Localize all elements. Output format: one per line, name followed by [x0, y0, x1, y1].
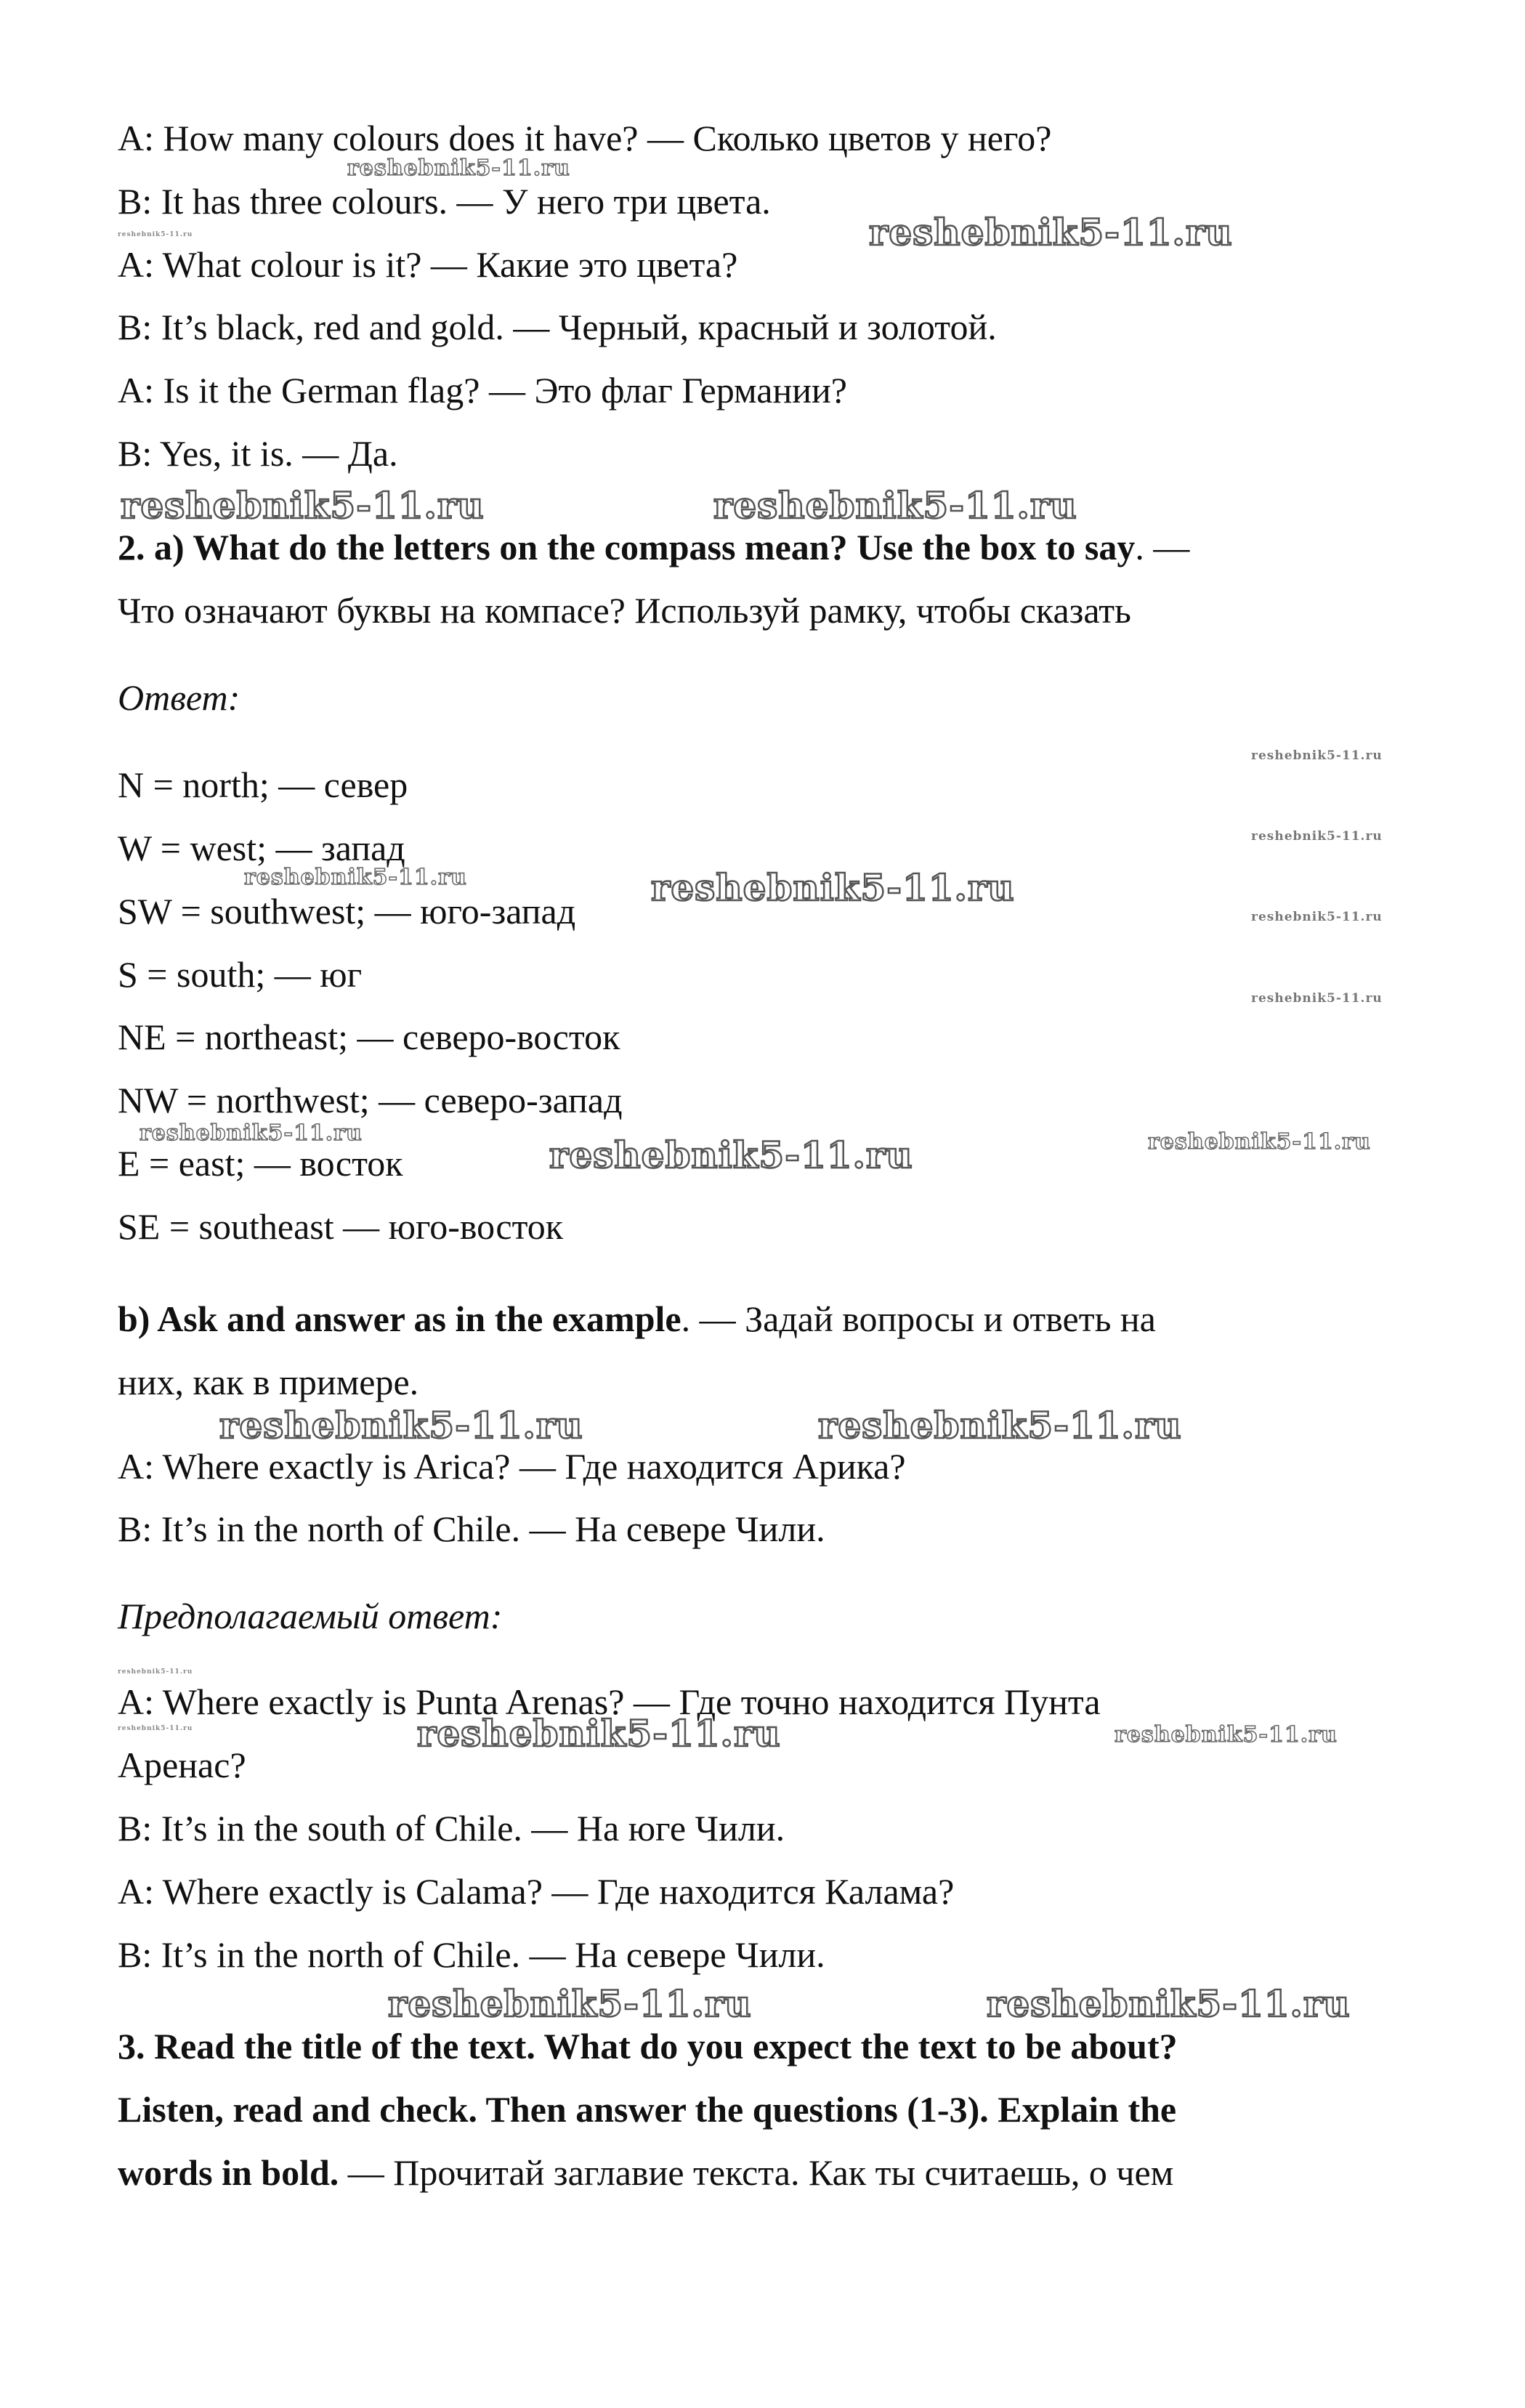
task-2a-heading-bold: 2. a) What do the letters on the compass mean? Use the box to say [118, 527, 1136, 567]
answer-line: A: Where exactly is Calama? — Где находится Калама? [118, 1871, 955, 1912]
watermark: reshebnik5-11.ru [987, 1982, 1351, 2025]
compass-item: SW = southwest; — юго-запад [118, 891, 576, 932]
task-2b-heading-line2: них, как в примере. [118, 1362, 419, 1402]
compass-item: W = west; — запад [118, 828, 405, 868]
task-2a-translation: Что означают буквы на компасе? Используй рамку, чтобы сказать [118, 590, 1131, 631]
dialogue-line: A: Is it the German flag? — Это флаг Германии? [118, 370, 847, 411]
answer-line: B: It’s in the south of Chile. — На юге Чили. [118, 1808, 785, 1849]
compass-item: E = east; — восток [118, 1143, 403, 1184]
watermark: reshebnik5-11.ru [118, 1668, 193, 1676]
watermark: reshebnik5-11.ru [121, 484, 485, 527]
watermark: reshebnik5-11.ru [347, 155, 570, 181]
answer-line: B: It’s in the north of Chile. — На севере Чили. [118, 1934, 825, 1975]
dialogue-line: A: How many colours does it have? — Сколько цветов у него? [118, 118, 1052, 158]
task-2a-heading [118, 525, 1189, 569]
task-2b-heading [118, 1297, 1156, 1341]
compass-item: S = south; — юг [118, 954, 363, 995]
dialogue-line: B: It has three colours. — У него три цвета. [118, 181, 771, 222]
watermark: reshebnik5-11.ru [417, 1712, 781, 1755]
answer-line: Аренас? [118, 1745, 246, 1785]
watermark: reshebnik5-11.ru [118, 1725, 193, 1732]
task-3-bold: words in bold. [118, 2152, 339, 2193]
watermark: reshebnik5-11.ru [388, 1982, 752, 2025]
task-2a-heading-rest: . — [1135, 527, 1190, 567]
compass-item: SE = southeast — юго-восток [118, 1206, 564, 1247]
watermark: reshebnik5-11.ru [713, 484, 1077, 527]
watermark: reshebnik5-11.ru [219, 1404, 583, 1447]
example-line: A: Where exactly is Arica? — Где находится Арика? [118, 1446, 906, 1487]
answer-label: Предполагаемый ответ: [118, 1596, 503, 1636]
compass-item: NE = northeast; — северо-восток [118, 1017, 620, 1057]
watermark: reshebnik5-11.ru [651, 866, 1015, 909]
watermark: reshebnik5-11.ru [1251, 748, 1383, 763]
watermark: reshebnik5-11.ru [549, 1134, 913, 1176]
dialogue-line: A: What colour is it? — Какие это цвета? [118, 244, 738, 285]
compass-item: NW = northwest; — северо-запад [118, 1080, 623, 1120]
task-2b-heading-rest: . — Задай вопросы и ответь на [681, 1298, 1156, 1339]
watermark: reshebnik5-11.ru [1148, 1129, 1371, 1155]
answer-line: A: Where exactly is Punta Arenas? — Где точно находится Пунта [118, 1681, 1101, 1722]
watermark: reshebnik5-11.ru [1251, 829, 1383, 844]
task-2b-heading-bold: b) Ask and answer as in the example [118, 1298, 681, 1339]
watermark: reshebnik5-11.ru [1251, 910, 1383, 924]
task-3-line: 3. Read the title of the text. What do you expect the text to be about? [118, 2026, 1178, 2066]
watermark: reshebnik5-11.ru [818, 1404, 1182, 1447]
dialogue-line: B: Yes, it is. — Да. [118, 433, 398, 474]
compass-item: N = north; — север [118, 764, 408, 805]
watermark: reshebnik5-11.ru [139, 1120, 363, 1146]
watermark: reshebnik5-11.ru [118, 231, 193, 238]
dialogue-line: B: It’s black, red and gold. — Черный, красный и золотой. [118, 307, 997, 347]
task-3-rest: — Прочитай заглавие текста. Как ты считаешь, о чем [339, 2152, 1174, 2193]
task-3-line [118, 2151, 1173, 2194]
watermark: reshebnik5-11.ru [244, 865, 467, 890]
task-3-line: Listen, read and check. Then answer the questions (1-3). Explain the [118, 2089, 1177, 2130]
watermark: reshebnik5-11.ru [1115, 1722, 1338, 1748]
answer-label: Ответ: [118, 677, 240, 718]
watermark: reshebnik5-11.ru [1251, 991, 1383, 1006]
watermark: reshebnik5-11.ru [869, 211, 1233, 254]
example-line: B: It’s in the north of Chile. — На севере Чили. [118, 1508, 825, 1549]
